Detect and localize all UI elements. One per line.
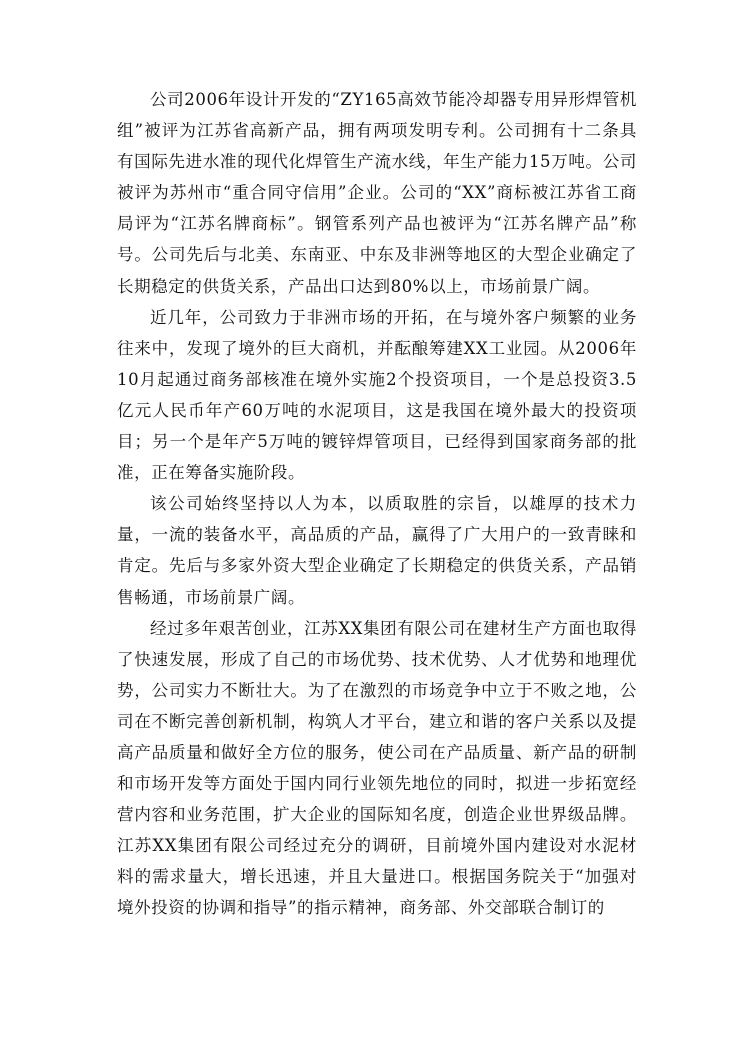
document-body [117,84,637,924]
paragraph-company-philosophy: 该公司始终坚持以人为本，以质取胜的宗旨，以雄厚的技术力量，一流的装备水平，高品质的产品，赢得了广大用户的一致青睐和肯定。先后与多家外资大型企业确定了长期稳定的供货关系，产品销售畅通，市场前景广阔。 [117,494,637,607]
paragraph-africa-market: 近几年，公司致力于非洲市场的开拓，在与境外客户频繁的业务往来中，发现了境外的巨大商机，并酝酿筹建XX工业园。从2006年10月起通过商务部核准在境外实施2个投资项目，一个是总投资3.5亿元人民币年产60万吨的水泥项目，这是我国在境外最大的投资项目；另一个是年产5万吨的镀锌焊管项目，已经得到国家商务部的批准，正在筹备实施阶段。 [117,307,637,483]
paragraph-building-materials: 经过多年艰苦创业，江苏XX集团有限公司在建材生产方面也取得了快速发展，形成了自己的市场优势、技术优势、人才优势和地理优势，公司实力不断壮大。为了在激烈的市场竞争中立于不败之地，公司在不断完善创新机制，构筑人才平台，建立和谐的客户关系以及提高产品质量和做好全方位的服务，使公司在产品质量、新产品的研制和市场开发等方面处于国内同行业领先地位的同时，拟进一步拓宽经营内容和业务范围，扩大企业的国际知名度，创造企业世界级品牌。江苏XX集团有限公司经过充分的调研，目前境外国内建设对水泥材料的需求量大，增长迅速，并且大量进口。根据国务院关于“加强对境外投资的协调和指导”的指示精神，商务部、外交部联合制订的 [117,618,637,918]
paragraph-company-achievements: 公司2006年设计开发的“ZY165高效节能冷却器专用异形焊管机组”被评为江苏省高新产品，拥有两项发明专利。公司拥有十二条具有国际先进水准的现代化焊管生产流水线，年生产能力15万吨。公司被评为苏州市“重合同守信用”企业。公司的“XX”商标被江苏省工商局评为“江苏名牌商标”。钢管系列产品也被评为“江苏名牌产品”称号。公司先后与北美、东南亚、中东及非洲等地区的大型企业确定了长期稳定的供货关系，产品出口达到80%以上，市场前景广阔。 [117,90,637,296]
